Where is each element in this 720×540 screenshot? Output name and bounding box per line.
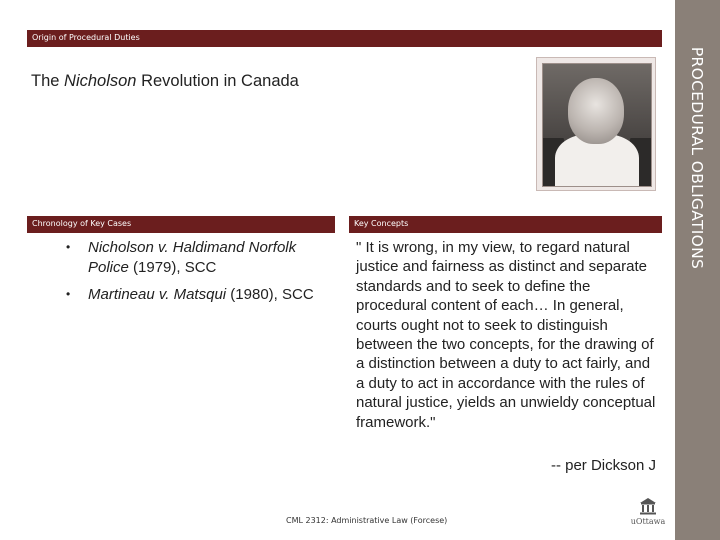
quote-attribution: -- per Dickson J <box>550 457 656 474</box>
portrait-frame <box>536 57 656 191</box>
list-item <box>62 238 332 277</box>
case-detail: (1980), SCC <box>226 286 314 303</box>
slide-title <box>31 72 299 91</box>
case-detail: (1979), SCC <box>128 258 217 276</box>
university-building-icon <box>639 497 657 515</box>
dickson-quote: " It is wrong, in my view, to regard natural justice and fairness as distinct and separate standards and to seek to define the procedural content of each… In general, courts ought not to seek to distinguish between the two concepts, for the drawing of a distinction between a duty to act fairly, and a duty to act in accordance with the rules of natural justice, yields an unwieldy conceptual framework." <box>356 239 656 431</box>
case-name: Nicholson v. Haldimand Norfolk Police <box>88 239 297 276</box>
course-footer: CML 2312: Administrative Law (Forcese) <box>286 516 448 525</box>
key-concepts-heading: Key Concepts <box>349 216 662 233</box>
uottawa-logo <box>627 497 669 533</box>
case-name: Martineau v. Matsqui <box>88 286 227 303</box>
portrait-head <box>568 78 624 144</box>
title-suffix: Revolution in Canada <box>136 72 299 90</box>
section-header: Origin of Procedural Duties <box>27 30 662 47</box>
judge-portrait-icon <box>542 63 652 187</box>
title-prefix: The <box>31 72 65 90</box>
case-list <box>62 238 332 313</box>
title-emphasis: Nicholson <box>64 72 137 90</box>
side-label: PROCEDURAL OBLIGATIONS <box>688 46 706 270</box>
chronology-heading: Chronology of Key Cases <box>27 216 335 233</box>
logo-text: uOttawa <box>630 517 666 526</box>
list-item <box>62 285 332 305</box>
